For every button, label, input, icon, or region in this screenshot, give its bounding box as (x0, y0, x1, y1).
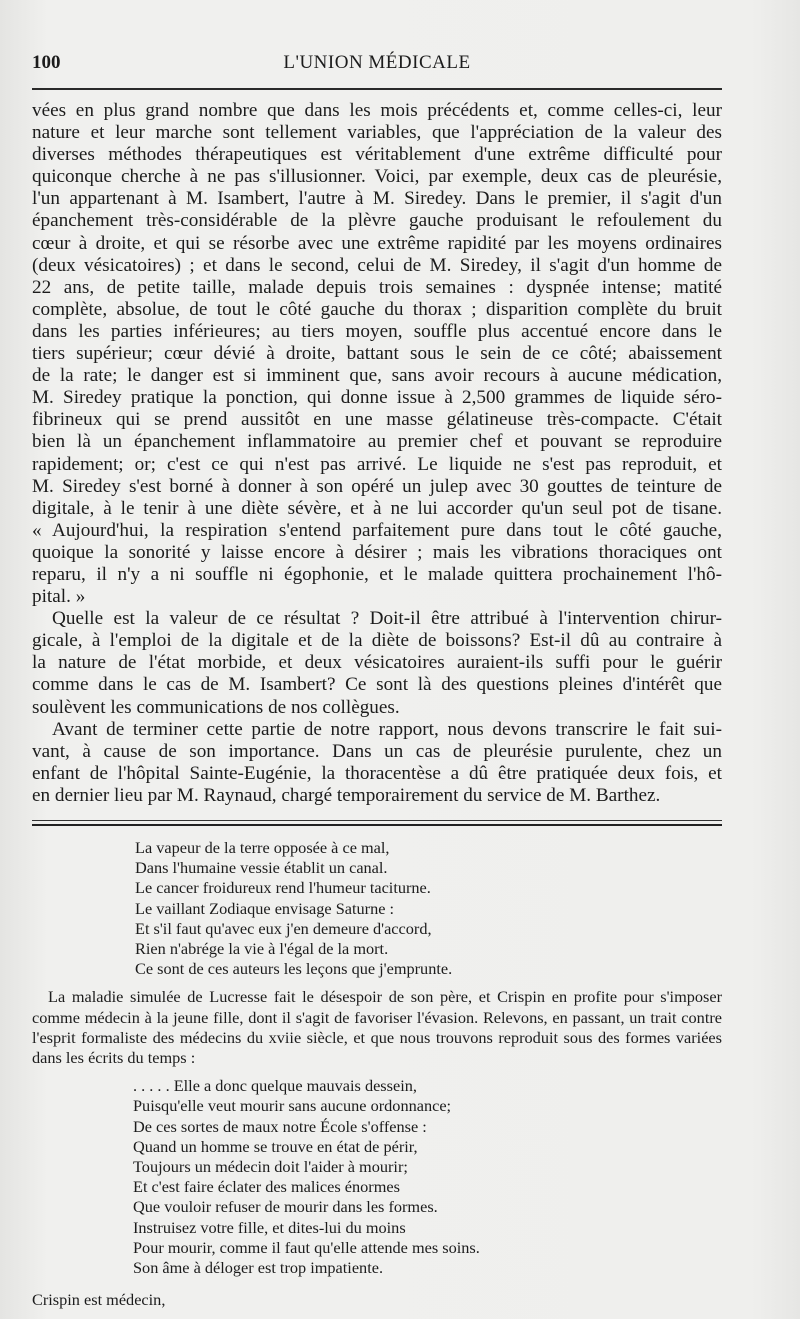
text-line: comme dans le cas de M. Isambert? Ce sont là des questions pleines d'intérêt que (32, 674, 722, 696)
verse-line: Et s'il faut qu'avec eux j'en demeure d'accord, (135, 918, 432, 938)
text-line: Quelle est la valeur de ce résultat ? Doit-il être attribué à l'intervention chirur- (52, 608, 722, 630)
text-line: cœur à droite, et qui se résorbe avec une extrême rapidité par les moyens ordinaires (32, 232, 722, 254)
text-line: M. Siredey s'est borné à donner à son opéré un julep avec 30 gouttes de teinture de (32, 475, 722, 497)
page-header (32, 52, 722, 82)
text-line: en dernier lieu par M. Raynaud, chargé temporairement du service de M. Barthez. (32, 784, 661, 806)
feuilleton-prose-paragraph: La maladie simulée de Lucresse fait le désespoir de son père, et Crispin en profite pour s'imposer comme médecin à la jeune fille, dont il s'agit de favoriser l'évasion. Relevons, en passant, un trait contre l'esprit formaliste des médecins du xviie siècle, et que nous trouvons reproduit sous des formes variées dans les écrits du temps : (32, 987, 722, 1068)
text-line: soulèvent les communications de nos collègues. (32, 696, 400, 718)
text-line: quiconque cherche à ne pas s'illusionner. Voici, par exemple, deux cas de pleurésie, (32, 166, 722, 188)
text-line: Avant de terminer cette partie de notre rapport, nous devons transcrire le fait sui- (52, 718, 722, 740)
verse-line: Ce sont de ces auteurs les leçons que j'emprunte. (135, 959, 453, 979)
text-line: de la rate; le danger est si imminent que, sans avoir recours à aucune médication, (32, 365, 722, 387)
verse-line: Le vaillant Zodiaque envisage Saturne : (135, 898, 395, 918)
text-line: diverses méthodes thérapeutiques est véritablement d'une extrême difficulté pour (32, 144, 722, 166)
journal-title: L'UNION MÉDICALE (283, 52, 471, 73)
verse-line: Puisqu'elle veut mourir sans aucune ordonnance; (133, 1096, 452, 1116)
verse-block-2 (32, 1076, 722, 1278)
text-line: (deux vésicatoires) ; et dans le second, celui de M. Siredey, il s'agit d'un homme de (32, 254, 722, 276)
verse-line: La vapeur de la terre opposée à ce mal, (135, 838, 390, 857)
verse-line: Son âme à déloger est trop impatiente. (133, 1258, 384, 1278)
text-line: vant, à cause de son importance. Dans un cas de pleurésie purulente, chez un (32, 740, 722, 762)
feuilleton-section (32, 838, 722, 1310)
verse-line: Instruisez votre fille, et dites-lui du moins (133, 1217, 406, 1237)
page-number: 100 (32, 52, 61, 73)
verse-line: Quand un homme se trouve en état de périr, (133, 1136, 418, 1156)
text-line: complète, absolue, de tout le côté gauche du thorax ; disparition complète du bruit (32, 298, 722, 320)
text-line: enfant de l'hôpital Sainte-Eugénie, la thoracentèse a dû être pratiquée deux fois, et (32, 762, 722, 784)
verse-line: Pour mourir, comme il faut qu'elle attende mes soins. (133, 1237, 480, 1257)
verse-line: Rien n'abrége la vie à l'égal de la mort. (135, 939, 389, 959)
feuilleton-signoff: Crispin est médecin, (32, 1290, 166, 1310)
text-line: gicale, à l'emploi de la digitale et de la diète de boissons? Est-il dû au contraire à (32, 630, 722, 652)
text-line: pital. » (32, 586, 86, 608)
text-line: 22 ans, de petite taille, malade depuis trois semaines : dyspnée intense; matité (32, 276, 722, 298)
verse-line: De ces sortes de maux notre École s'offense : (133, 1116, 427, 1136)
text-line: nature et leur marche sont tellement variables, que l'appréciation de la valeur des (32, 122, 722, 144)
verse-line: Dans l'humaine vessie établit un canal. (135, 858, 388, 878)
text-line: l'un appartenant à M. Isambert, l'autre à M. Siredey. Dans le premier, il s'agit d'un (32, 188, 722, 210)
verse-line: Que vouloir refuser de mourir dans les formes. (133, 1197, 438, 1217)
text-line: dans les parties inférieures; au tiers moyen, souffle plus accentué encore dans le (32, 320, 722, 342)
text-line: « Aujourd'hui, la respiration s'entend parfaitement pure dans tout le côté gauche, (32, 519, 722, 541)
verse-block-1 (32, 838, 722, 979)
text-line: épanchement très-considérable de la plèvre gauche produisant le refoulement du (32, 210, 722, 232)
text-line: vées en plus grand nombre que dans les mois précédents et, comme celles-ci, leur (32, 100, 722, 121)
text-line: M. Siredey pratique la ponction, qui donne issue à 2,500 grammes de liquide séro- (32, 387, 722, 409)
text-line: rapidement; or; c'est ce qui n'est pas arrivé. Le liquide ne s'est pas reproduit, et (32, 453, 722, 475)
feuilleton-separator-rule (32, 820, 722, 826)
verse-line: Et c'est faire éclater des malices énormes (133, 1177, 400, 1197)
text-line: tiers supérieur; cœur dévié à droite, battant sous le sein de ce côté; abaissement (32, 343, 722, 365)
verse-line: . . . . . Elle a donc quelque mauvais dessein, (133, 1076, 417, 1096)
verse-line: Le cancer froidureux rend l'humeur taciturne. (135, 878, 431, 898)
text-line: reparu, il n'y a ni souffle ni égophonie, et le malade quittera prochainement l'hô- (32, 563, 722, 585)
text-line: fibrineux qui se prend aussitôt en une masse gélatineuse très-compacte. C'était (32, 409, 722, 431)
header-rule (32, 88, 722, 90)
text-line: quoique la sonorité y laisse encore à désirer ; mais les vibrations thoraciques ont (32, 541, 722, 563)
text-line: la nature de l'état morbide, et deux vésicatoires auraient-ils suffi pour le guérir (32, 652, 722, 674)
main-article (32, 100, 722, 807)
text-line: bien là un épanchement inflammatoire au premier chef et pouvant se reproduire (32, 431, 722, 453)
text-line: digitale, à le tenir à une diète sévère, et à ne lui accorder qu'un seul pot de tisane. (32, 497, 722, 519)
verse-line: Toujours un médecin doit l'aider à mourir; (133, 1157, 408, 1177)
